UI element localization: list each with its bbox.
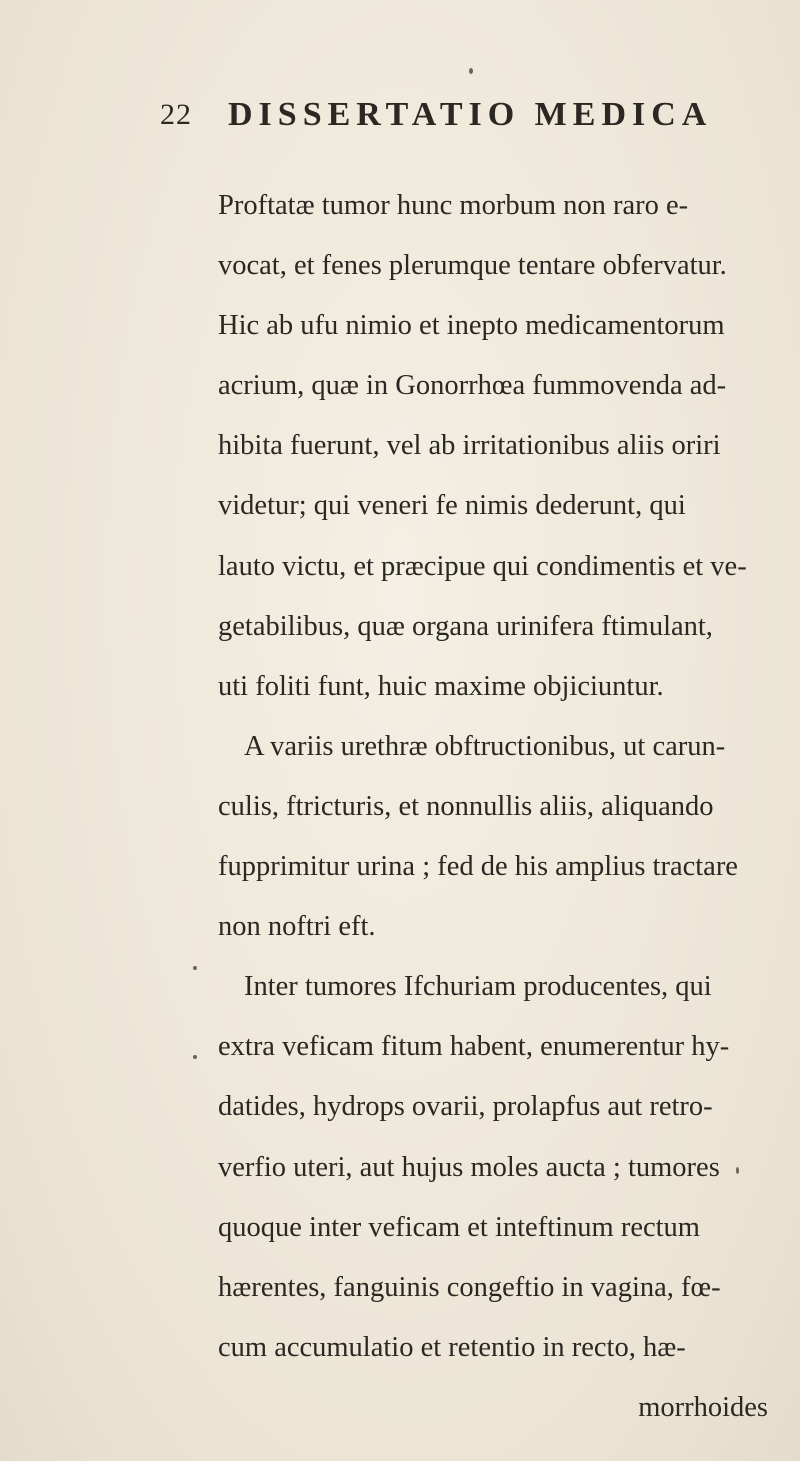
- paper-speck: [469, 68, 473, 74]
- running-title: DISSERTATIO MEDICA: [228, 96, 713, 133]
- text-line: quoque inter veficam et inteftinum rectum: [218, 1211, 700, 1243]
- paper-speck: [736, 1167, 739, 1174]
- text-line: acrium, quæ in Gonorrhœa fummovenda ad-: [218, 370, 727, 402]
- text-line: uti foliti funt, huic maxime objiciuntur.: [218, 670, 664, 702]
- text-line: Hic ab ufu nimio et inepto medicamentorum: [218, 310, 725, 342]
- paragraph-start-line: A variis urethræ obftructionibus, ut carun-: [244, 730, 726, 762]
- text-line: cum accumulatio et retentio in recto, hæ-: [218, 1331, 686, 1363]
- text-line: vocat, et fenes plerumque tentare obfervatur.: [218, 250, 727, 282]
- text-line: lauto victu, et præcipue qui condimentis et ve-: [218, 550, 747, 582]
- text-line: Proftatæ tumor hunc morbum non raro e-: [218, 190, 689, 221]
- page-number: 22: [160, 98, 192, 131]
- page-header: [160, 96, 760, 146]
- text-line: hibita fuerunt, vel ab irritationibus aliis oriri: [218, 430, 721, 462]
- text-line: datides, hydrops ovarii, prolapfus aut retro-: [218, 1091, 713, 1123]
- text-line: non noftri eft.: [218, 911, 376, 943]
- paragraph-start-line: Inter tumores Ifchuriam producentes, qui: [244, 971, 712, 1003]
- text-line: culis, ftricturis, et nonnullis aliis, aliquando: [218, 790, 714, 822]
- paper-speck: [193, 1055, 197, 1059]
- text-line: getabilibus, quæ organa urinifera ftimulant,: [218, 610, 713, 642]
- catchword: morrhoides: [638, 1391, 768, 1423]
- body-text: [218, 176, 774, 1438]
- text-line: extra veficam fitum habent, enumerentur hy-: [218, 1031, 730, 1063]
- paper-speck: [193, 966, 197, 970]
- text-line: videtur; qui veneri fe nimis dederunt, qui: [218, 490, 686, 522]
- text-line: hærentes, fanguinis congeftio in vagina, fœ-: [218, 1271, 721, 1303]
- text-line: fupprimitur urina ; fed de his amplius tractare: [218, 851, 738, 883]
- text-line: verfio uteri, aut hujus moles aucta ; tumores: [218, 1151, 720, 1183]
